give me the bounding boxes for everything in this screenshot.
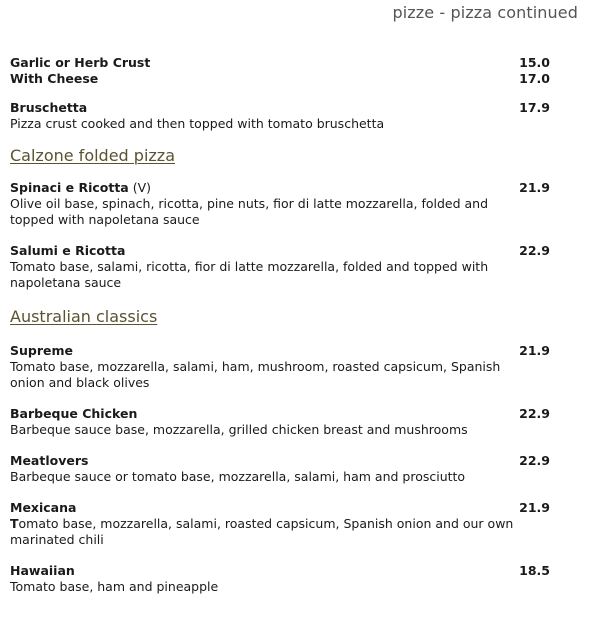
description-text: omato base, mozzarella, salami, roasted capsicum, Spanish onion and our own marinated chili (10, 516, 514, 547)
item-description: Tomato base, salami, ricotta, fior di latte mozzarella, folded and topped with napoletana sauce (10, 259, 489, 290)
menu-item-salumi-e-ricotta (10, 243, 550, 291)
section-title: Australian classics (10, 307, 158, 326)
item-price: 21.9 (519, 180, 550, 195)
menu-item-supreme (10, 343, 550, 391)
item-price: 15.0 (519, 55, 550, 70)
item-name: Barbeque Chicken (10, 406, 138, 421)
item-description: Pizza crust cooked and then topped with tomato bruschetta (10, 116, 385, 131)
item-description: Barbeque sauce base, mozzarella, grilled chicken breast and mushrooms (10, 422, 468, 437)
item-price: 18.5 (519, 563, 550, 578)
item-name: Supreme (10, 343, 73, 358)
menu-item-meatlovers (10, 453, 550, 485)
menu-item-garlic-herb-crust (10, 55, 550, 71)
item-name: Bruschetta (10, 100, 88, 115)
item-name: Hawaiian (10, 563, 75, 578)
item-price: 22.9 (519, 243, 550, 258)
menu-list (10, 55, 550, 608)
menu-item-with-cheese (10, 71, 550, 87)
item-name: Meatlovers (10, 453, 89, 468)
section-title: Calzone folded pizza (10, 146, 175, 165)
item-description (10, 516, 530, 548)
item-price: 22.9 (519, 406, 550, 421)
item-description: Tomato base, ham and pineapple (10, 579, 219, 594)
item-price: 21.9 (519, 500, 550, 515)
menu-item-barbeque-chicken (10, 406, 550, 438)
item-name-text: Spinaci e Ricotta (10, 180, 129, 195)
item-price: 17.9 (519, 100, 550, 115)
item-name: Mexicana (10, 500, 77, 515)
page-title: pizze - pizza continued (392, 3, 578, 22)
item-description: Olive oil base, spinach, ricotta, pine nuts, fior di latte mozzarella, folded and topped with napoletana sauce (10, 196, 489, 227)
section-calzone (10, 142, 550, 180)
item-price: 17.0 (519, 71, 550, 86)
item-price: 21.9 (519, 343, 550, 358)
menu-item-spinaci-e-ricotta (10, 180, 550, 228)
menu-item-bruschetta (10, 100, 550, 132)
item-name: Salumi e Ricotta (10, 243, 126, 258)
menu-item-hawaiian (10, 563, 550, 595)
item-name: Garlic or Herb Crust (10, 55, 151, 70)
item-description: Tomato base, mozzarella, salami, ham, mushroom, roasted capsicum, Spanish onion and black olives (10, 359, 501, 390)
item-name: With Cheese (10, 71, 99, 86)
item-description: Barbeque sauce or tomato base, mozzarella, salami, ham and prosciutto (10, 469, 466, 484)
item-name (10, 180, 550, 196)
item-price: 22.9 (519, 453, 550, 468)
section-australian (10, 303, 550, 343)
description-lead: T (10, 516, 19, 531)
menu-item-mexicana (10, 500, 550, 548)
vegetarian-label: (V) (128, 180, 152, 195)
